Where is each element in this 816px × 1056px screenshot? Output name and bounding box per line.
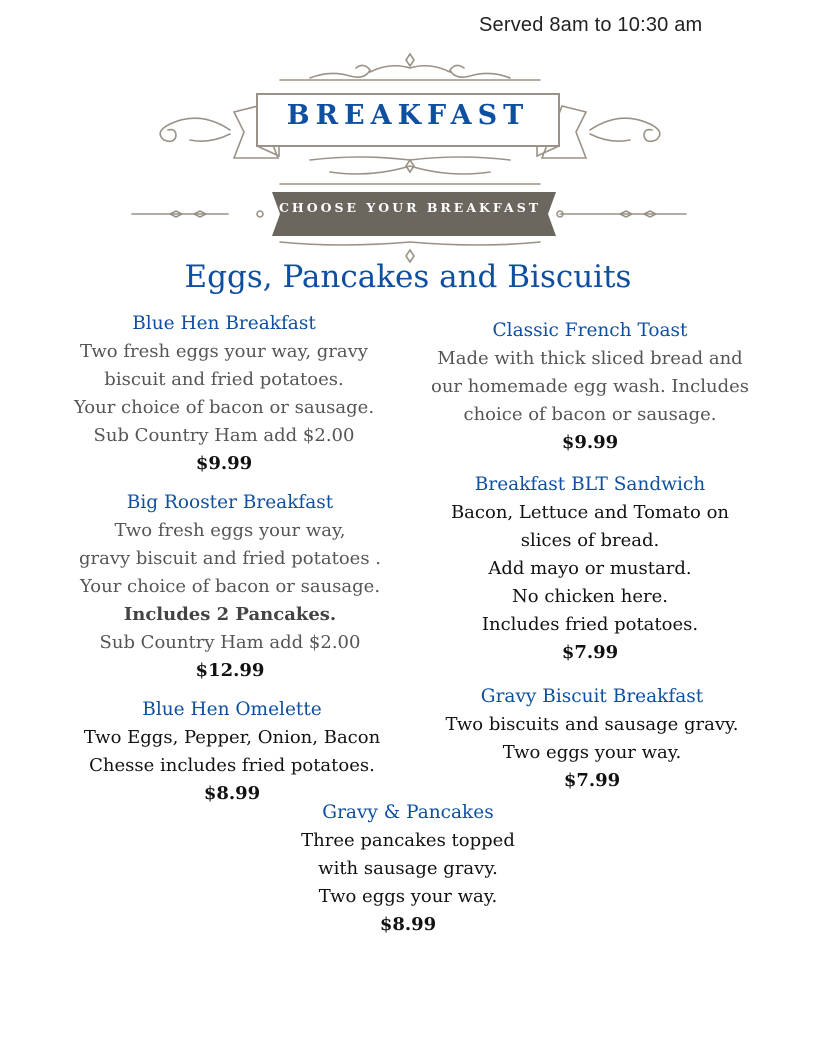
item-price: $9.99 — [561, 432, 619, 453]
menu-item — [70, 489, 390, 685]
item-description-line: with sausage gravy. — [318, 858, 498, 879]
menu-item — [420, 317, 760, 457]
item-description-line: Made with thick sliced bread and — [437, 348, 743, 369]
item-description-line: choice of bacon or sausage. — [463, 404, 717, 425]
item-description-line: Includes fried potatoes. — [481, 614, 699, 635]
item-price: $8.99 — [379, 914, 437, 935]
item-name: Gravy & Pancakes — [322, 802, 494, 823]
item-name: Blue Hen Omelette — [142, 699, 322, 720]
ornament-header — [130, 48, 690, 270]
item-name: Gravy Biscuit Breakfast — [480, 686, 704, 707]
item-description-line: Sub Country Ham add $2.00 — [93, 425, 355, 446]
item-description-line: Two eggs your way. — [502, 742, 682, 763]
item-price: $12.99 — [195, 660, 265, 681]
top-flourish-icon — [406, 54, 414, 66]
banner-subtitle: CHOOSE YOUR BREAKFAST — [278, 200, 542, 215]
item-name: Classic French Toast — [492, 320, 688, 341]
item-price: $8.99 — [203, 783, 261, 804]
item-name: Breakfast BLT Sandwich — [474, 474, 706, 495]
item-description-line: Three pancakes topped — [301, 830, 515, 851]
item-description-line: Your choice of bacon or sausage. — [73, 397, 375, 418]
section-title: Eggs, Pancakes and Biscuits — [184, 259, 632, 295]
item-description-line: Two Eggs, Pepper, Onion, Bacon — [83, 727, 381, 748]
item-description-line: gravy biscuit and fried potatoes . — [78, 548, 382, 569]
item-name: Big Rooster Breakfast — [126, 492, 334, 513]
menu-item — [64, 310, 384, 478]
item-price: $7.99 — [563, 770, 621, 791]
item-description-line: our homemade egg wash. Includes — [431, 376, 749, 397]
item-description-line: Two fresh eggs your way, gravy — [80, 341, 368, 362]
item-description-line: Two eggs your way. — [318, 886, 498, 907]
item-description-line: Bacon, Lettuce and Tomato on — [450, 502, 730, 523]
menu-item — [72, 696, 392, 808]
item-description-line: Two biscuits and sausage gravy. — [445, 714, 739, 735]
menu-item — [422, 683, 762, 795]
item-description-line: Sub Country Ham add $2.00 — [99, 632, 361, 653]
menu-item — [248, 799, 568, 939]
item-description-line: biscuit and fried potatoes. — [104, 369, 344, 390]
item-description-line: No chicken here. — [512, 586, 668, 607]
item-description-line: Two fresh eggs your way, — [114, 520, 346, 541]
item-description-line: Includes 2 Pancakes. — [123, 604, 337, 625]
menu-item — [420, 471, 760, 667]
item-price: $7.99 — [561, 642, 619, 663]
serving-hours: Served 8am to 10:30 am — [479, 14, 703, 36]
banner-title: BREAKFAST — [286, 100, 530, 131]
item-description-line: Chesse includes fried potatoes. — [89, 755, 375, 776]
item-description-line: slices of bread. — [520, 530, 660, 551]
item-description-line: Your choice of bacon or sausage. — [79, 576, 381, 597]
item-name: Blue Hen Breakfast — [132, 313, 316, 334]
item-price: $9.99 — [195, 453, 253, 474]
item-description-line: Add mayo or mustard. — [488, 558, 692, 579]
